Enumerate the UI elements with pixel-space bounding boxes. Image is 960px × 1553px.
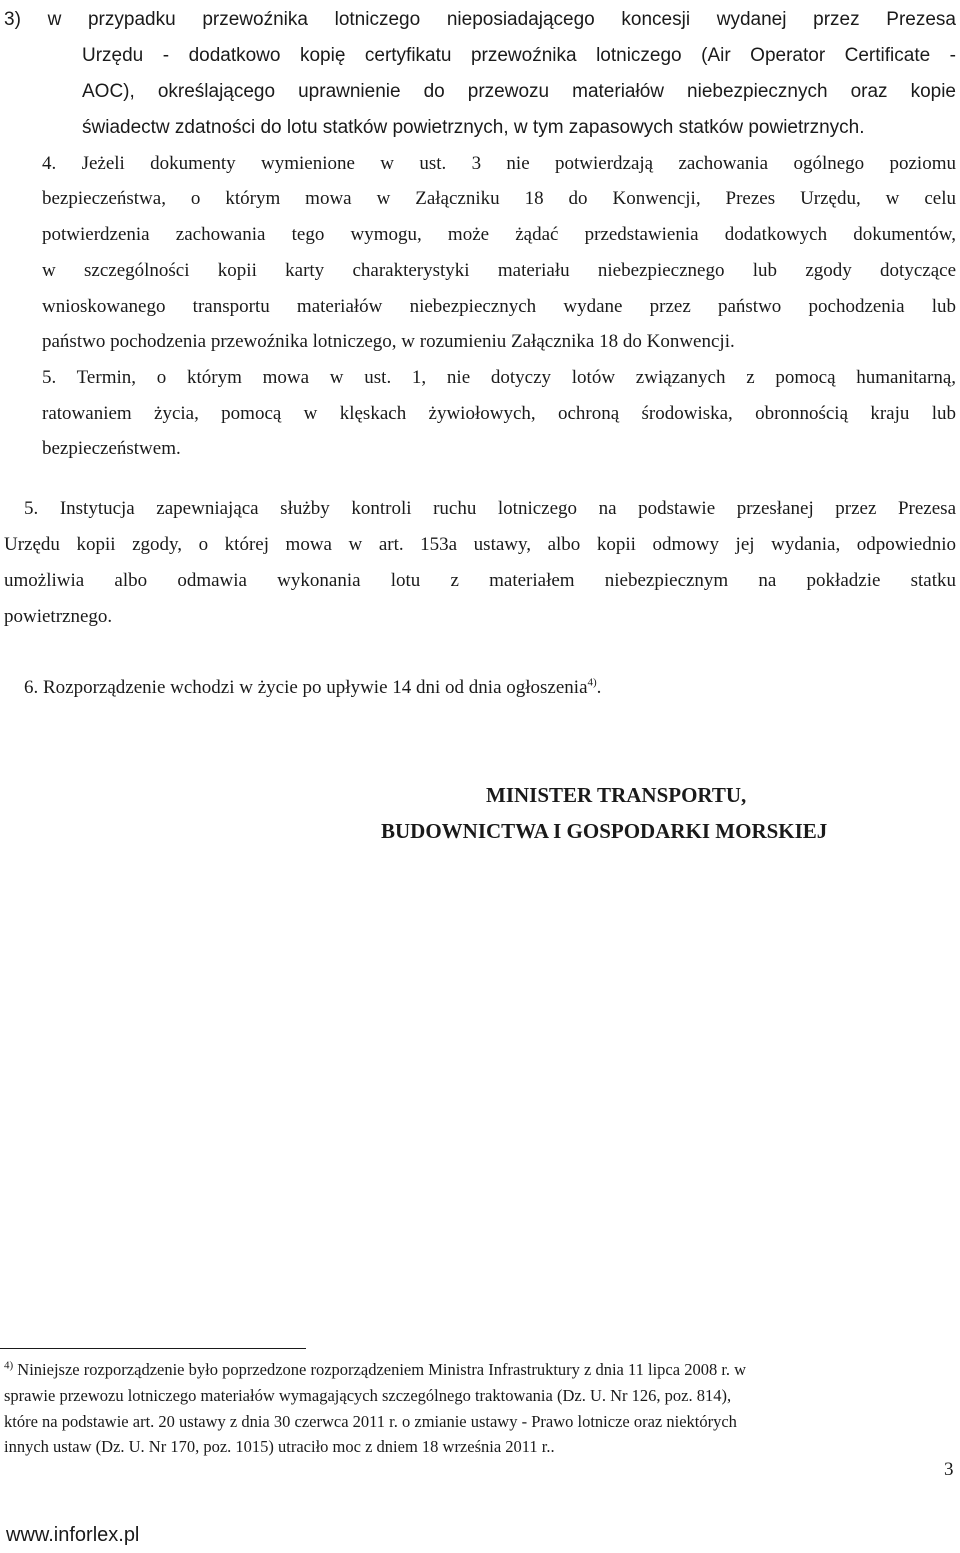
paragraph-4-line: państwo pochodzenia przewoźnika lotniczego, w rozumieniu Załącznika 18 do Konwencji. bbox=[42, 331, 735, 352]
paragraph-5b-line: umożliwia albo odmawia wykonania lotu z materiałem niebezpiecznym na pokładzie statku bbox=[4, 570, 956, 591]
signature-line-1: MINISTER TRANSPORTU, bbox=[486, 783, 747, 807]
paragraph-5b-line: Urzędu kopii zgody, o której mowa w art. 153a ustawy, albo kopii odmowy jej wydania, odpowiednio bbox=[4, 534, 956, 555]
paragraph-5b-line: 5. Instytucja zapewniająca służby kontroli ruchu lotniczego na podstawie przesłanej przez Prezesa bbox=[24, 498, 956, 519]
website-footer: www.inforlex.pl bbox=[6, 1524, 140, 1546]
footnote-marker: 4) bbox=[4, 1359, 14, 1372]
paragraph-5a-line: 5. Termin, o którym mowa w ust. 1, nie dotyczy lotów związanych z pomocą humanitarną, bbox=[42, 367, 956, 388]
section-3-line: Urzędu - dodatkowo kopię certyfikatu przewoźnika lotniczego (Air Operator Certificate - bbox=[82, 45, 956, 66]
footnote-line bbox=[4, 1360, 746, 1380]
footnote-line: sprawie przewozu lotniczego materiałów wymagających szczególnego traktowania (Dz. U. Nr 126, poz. 814), bbox=[4, 1386, 732, 1405]
paragraph-4-line: potwierdzenia zachowania tego wymogu, może żądać przedstawienia dodatkowych dokumentów, bbox=[42, 224, 956, 245]
signature-line-2: BUDOWNICTWA I GOSPODARKI MORSKIEJ bbox=[381, 819, 828, 843]
paragraph-6-tail: . bbox=[596, 677, 602, 698]
paragraph-4-line: bezpieczeństwa, o którym mowa w Załączniku 18 do Konwencji, Prezes Urzędu, w celu bbox=[42, 188, 956, 209]
section-3-line: świadectw zdatności do lotu statków powietrznych, w tym zapasowych statków powietrznych. bbox=[82, 117, 865, 138]
footnote-line: innych ustaw (Dz. U. Nr 170, poz. 1015) utraciło moc z dniem 18 września 2011 r.. bbox=[4, 1437, 555, 1456]
paragraph-5a-line: bezpieczeństwem. bbox=[42, 438, 181, 459]
footnote-line-text: Niniejsze rozporządzenie było poprzedzone rozporządzeniem Ministra Infrastruktury z dnia 11 lipca 2008 r. w bbox=[17, 1360, 747, 1379]
footnote-line: które na podstawie art. 20 ustawy z dnia 30 czerwca 2011 r. o zmianie ustawy - Prawo lotnicze oraz niektórych bbox=[4, 1412, 737, 1431]
paragraph-4-line: wnioskowanego transportu materiałów niebezpiecznych wydane przez państwo pochodzenia lub bbox=[42, 296, 956, 317]
footnote-divider bbox=[0, 1348, 306, 1349]
footnote-reference: 4) bbox=[587, 676, 597, 689]
section-3-line: AOC), określającego uprawnienie do przewozu materiałów niebezpiecznych oraz kopie bbox=[82, 81, 956, 102]
page-number: 3 bbox=[944, 1459, 954, 1480]
section-3-line: 3) w przypadku przewoźnika lotniczego nieposiadającego koncesji wydanej przez Prezesa bbox=[4, 9, 956, 30]
paragraph-5b-line: powietrznego. bbox=[4, 606, 113, 627]
paragraph-6-text: 6. Rozporządzenie wchodzi w życie po upływie 14 dni od dnia ogłoszenia bbox=[24, 677, 588, 698]
paragraph-4-line: w szczególności kopii karty charakterystyki materiału niebezpiecznego lub zgody dotyczące bbox=[42, 260, 956, 281]
paragraph-5a-line: ratowaniem życia, pomocą w klęskach żywiołowych, ochroną środowiska, obronnością kraju lub bbox=[42, 403, 956, 424]
paragraph-4-line: 4. Jeżeli dokumenty wymienione w ust. 3 nie potwierdzają zachowania ogólnego poziomu bbox=[42, 153, 956, 174]
paragraph-6 bbox=[24, 676, 601, 700]
